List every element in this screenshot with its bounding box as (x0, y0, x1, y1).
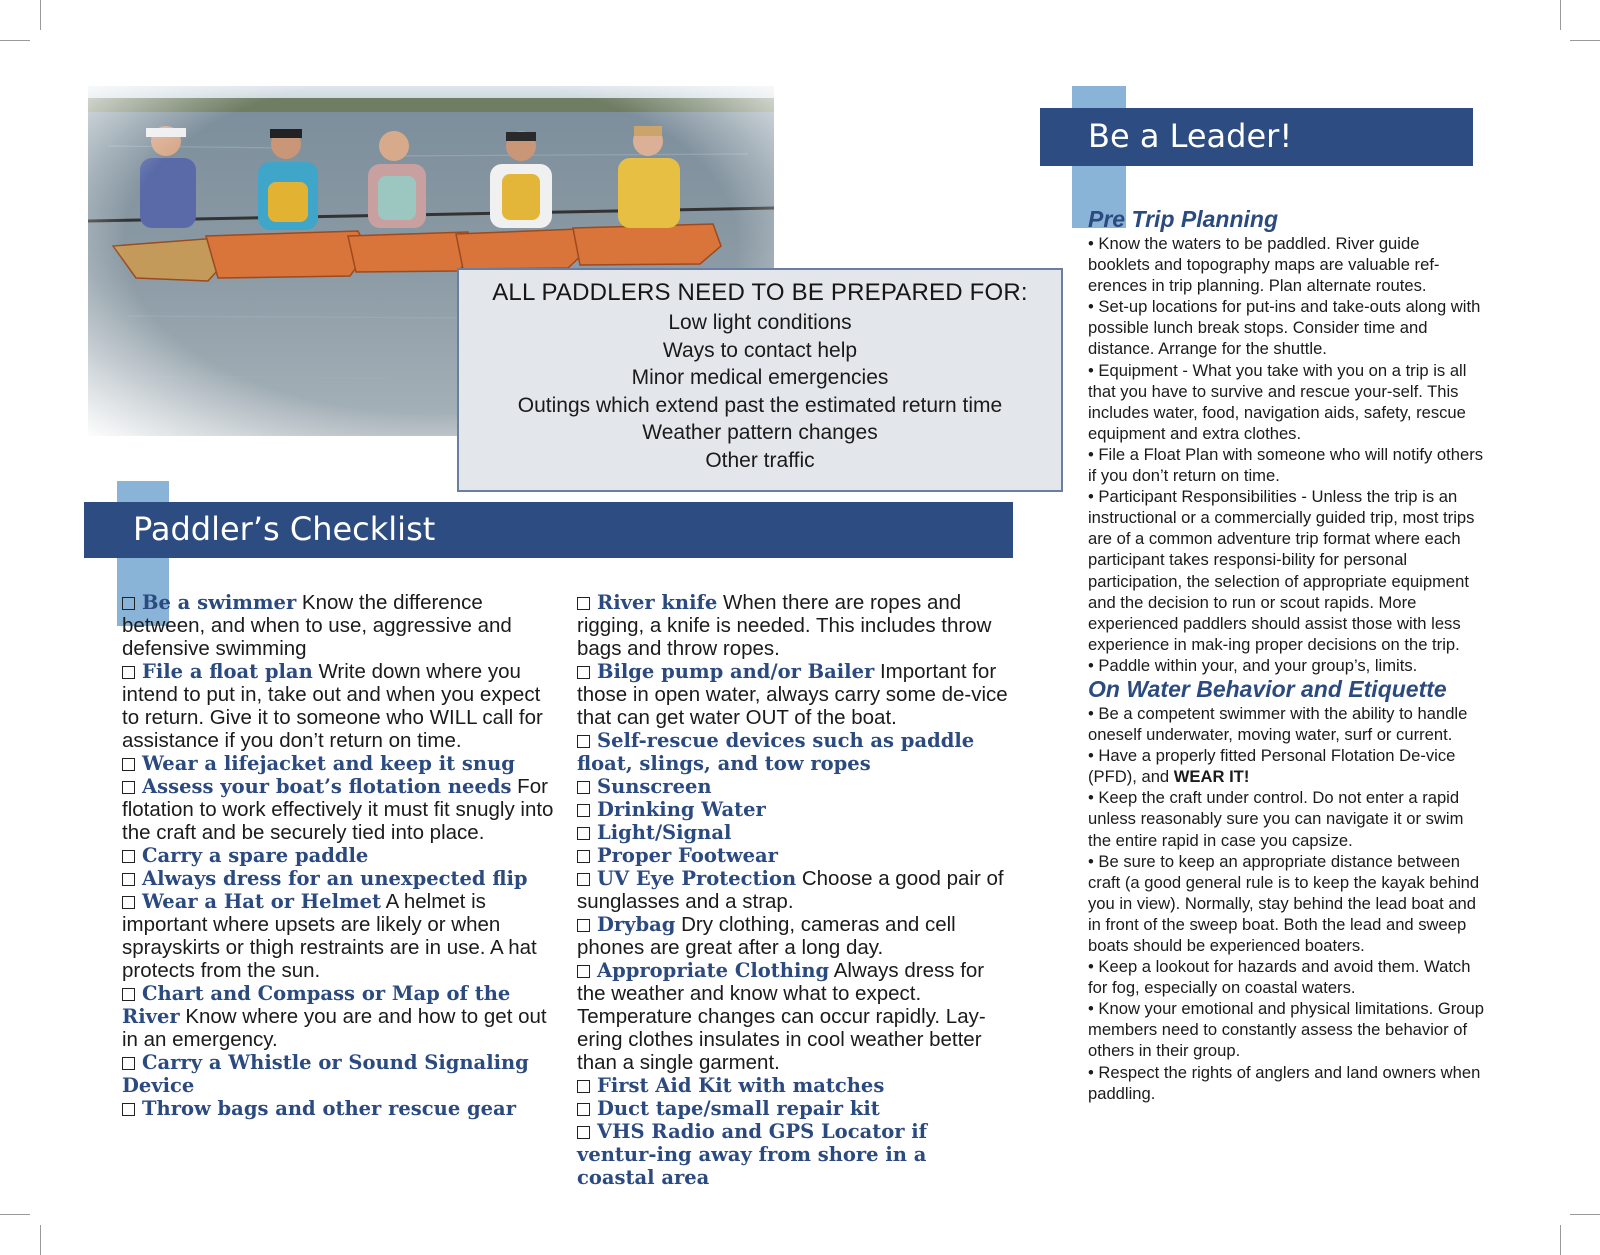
item-term: Proper Footwear (597, 844, 778, 867)
checklist-item (577, 844, 1009, 867)
checkbox-icon[interactable] (577, 597, 590, 610)
item-term: VHS Radio and GPS Locator if ventur-ing away from shore in a coastal area (577, 1120, 928, 1189)
item-term: Sunscreen (597, 775, 712, 798)
crop-mark (1560, 1225, 1561, 1255)
list-item: Minor medical emergencies (631, 366, 889, 389)
checklist-item (577, 1097, 1009, 1120)
checkbox-icon[interactable] (577, 873, 590, 886)
checkbox-icon[interactable] (122, 1103, 135, 1116)
list-item: Low light conditions (668, 311, 852, 334)
item-term: Carry a Whistle or Sound Signaling Device (122, 1051, 529, 1097)
section-heading: Pre Trip Planning (1088, 206, 1278, 232)
item-term: Bilge pump and/or Bailer (597, 660, 875, 683)
bullet-item: • Be sure to keep an appropriate distance between craft (a good general rule is to keep the kayak behind you in view). Normally, stay behind the lead boat and in front of the sweep boat. Both the lead and sweep boats should be experienced boaters. (1088, 851, 1480, 955)
item-term: UV Eye Protection (597, 867, 797, 890)
item-term: Carry a spare paddle (142, 844, 369, 867)
bullet-item: • Keep the craft under control. Do not enter a rapid unless reasonably sure you can navigate it or swim the entire rapid in case you capsize. (1088, 788, 1464, 850)
checklist-item (577, 775, 1009, 798)
checkbox-icon[interactable] (577, 827, 590, 840)
bullet-item: • Know your emotional and physical limitations. Group members need to constantly assess the behavior of others in their group. (1088, 999, 1484, 1061)
item-text: Know where you are and how to get out in an emergency. (122, 1005, 547, 1051)
item-term: Throw bags and other rescue gear (142, 1097, 516, 1120)
prepared-heading: ALL PADDLERS NEED TO BE PREPARED FOR: (492, 279, 1028, 306)
checklist-item (122, 1097, 554, 1120)
item-term: Chart and Compass or Map of the River (122, 982, 511, 1028)
checklist-title: Paddler’s Checklist (133, 510, 436, 548)
checkbox-icon[interactable] (577, 1126, 590, 1139)
bullet-item: • Equipment - What you take with you on a trip is all that you have to survive and rescue your-self. This includes water, food, navigation aids, safety, rescue equipment and extra clothes. (1088, 360, 1467, 443)
item-term: River knife (597, 591, 718, 614)
checklist-item (122, 844, 554, 867)
checklist-right-column (577, 591, 1009, 1189)
checkbox-icon[interactable] (577, 781, 590, 794)
item-term: Wear a Hat or Helmet (142, 890, 382, 913)
checklist-item (122, 1051, 554, 1097)
item-term: Appropriate Clothing (597, 959, 830, 982)
checkbox-icon[interactable] (122, 781, 135, 794)
item-term: Drinking Water (597, 798, 766, 821)
item-text: Choose a good pair of sunglasses and a strap. (577, 867, 1004, 913)
checklist-item (577, 591, 1009, 660)
item-text: Important for those in open water, always carry some de-vice that can get water OUT of the boat. (577, 660, 1008, 729)
checkbox-icon[interactable] (122, 1057, 135, 1070)
checkbox-icon[interactable] (122, 666, 135, 679)
checkbox-icon[interactable] (577, 965, 590, 978)
checkbox-icon[interactable] (122, 873, 135, 886)
item-text: Write down where you intend to put in, take out and when you expect to return. Give it to someone who WILL call for assistance if you don’t return on time. (122, 660, 543, 752)
checklist-banner (84, 502, 1013, 558)
bullet-item: • Set-up locations for put-ins and take-outs along with possible lunch break stops. Consider time and distance. Arrange for the shuttle. (1088, 297, 1481, 359)
item-term: Self-rescue devices such as paddle float, slings, and tow ropes (577, 729, 975, 775)
list-item: Weather pattern changes (642, 421, 878, 444)
bullet-item: • Respect the rights of anglers and land owners when paddling. (1088, 1062, 1481, 1103)
leader-banner (1040, 108, 1473, 166)
prepared-for-box (457, 268, 1063, 492)
checklist-item (577, 821, 1009, 844)
crop-mark (1570, 40, 1600, 41)
item-term: File a float plan (142, 660, 313, 683)
checkbox-icon[interactable] (577, 666, 590, 679)
checklist-item (577, 913, 1009, 959)
checklist-item (577, 798, 1009, 821)
checkbox-icon[interactable] (577, 1080, 590, 1093)
checkbox-icon[interactable] (577, 804, 590, 817)
item-term: First Aid Kit with matches (597, 1074, 885, 1097)
checkbox-icon[interactable] (122, 850, 135, 863)
bullet-item: • Participant Responsibilities - Unless the trip is an instructional or a commercially guided trip, most trips are of a common adventure trip format where each participant takes responsi-bility for personal participation, the selection of appropriate equipment and the decision to run or scout rapids. More experienced paddlers should assist those with less experience in mak-ing proper decisions on the trip. (1088, 487, 1475, 654)
item-term: Drybag (597, 913, 676, 936)
list-item: Other traffic (705, 448, 815, 472)
list-item: Ways to contact help (662, 338, 858, 362)
item-text: Dry clothing, cameras and cell phones are great after a long day. (577, 913, 956, 959)
checkbox-icon[interactable] (122, 988, 135, 1001)
bullet-item: • Keep a lookout for hazards and avoid them. Watch for fog, especially on coastal waters. (1088, 957, 1471, 998)
checklist-item (577, 660, 1009, 729)
checkbox-icon[interactable] (122, 896, 135, 909)
checkbox-icon[interactable] (577, 1103, 590, 1116)
pfd-text: • Have a properly fitted Personal Flotation De-vice (PFD), and (1088, 746, 1456, 787)
checkbox-icon[interactable] (122, 758, 135, 771)
crop-mark (0, 1214, 30, 1215)
checklist-item (122, 982, 554, 1051)
checklist-left-column (122, 591, 554, 1120)
leader-column (1088, 206, 1484, 1104)
item-term: Light/Signal (597, 821, 732, 844)
checklist-item (577, 1074, 1009, 1097)
item-text: Always dress for the weather and know what to expect. Temperature changes can occur rapidly. Lay-ering clothes insulates in cool weather better than a single garment. (577, 959, 986, 1074)
crop-mark (1570, 1214, 1600, 1215)
checklist-item (122, 775, 554, 844)
checklist-item (122, 752, 554, 775)
bullet-item: • Know the waters to be paddled. River guide booklets and topography maps are valuable ref-erences in trip planning. Plan alternate routes. (1088, 234, 1440, 296)
checklist-item (577, 867, 1009, 913)
crop-mark (40, 1225, 41, 1255)
leader-title: Be a Leader! (1088, 117, 1293, 155)
checklist-item (122, 890, 554, 982)
item-term: Assess your boat’s flotation needs (142, 775, 512, 798)
item-term: Always dress for an unexpected flip (142, 867, 528, 890)
checklist-item (122, 660, 554, 752)
checklist-item (122, 867, 554, 890)
checkbox-icon[interactable] (577, 735, 590, 748)
checkbox-icon[interactable] (577, 919, 590, 932)
item-text: When there are ropes and rigging, a knife is needed. This includes throw bags and throw ropes. (577, 591, 992, 660)
item-term: Duct tape/small repair kit (597, 1097, 880, 1120)
item-term: Be a swimmer (142, 591, 297, 614)
checkbox-icon[interactable] (577, 850, 590, 863)
checklist-item (577, 729, 1009, 775)
checklist-item (577, 1120, 1009, 1189)
item-text: Know the difference between, and when to use, aggressive and defensive swimming (122, 591, 512, 660)
item-text: For flotation to work effectively it must fit snugly into the craft and be securely tied into place. (122, 775, 554, 844)
crop-mark (0, 40, 30, 41)
list-item: Outings which extend past the estimated return time (517, 393, 1003, 417)
crop-mark (1560, 0, 1561, 30)
item-term: Wear a lifejacket and keep it snug (142, 752, 515, 775)
bullet-item (1088, 745, 1484, 787)
bullet-item: • File a Float Plan with someone who will notify others if you don’t return on time. (1088, 444, 1484, 486)
bullet-item: • Be a competent swimmer with the ability to handle oneself underwater, moving water, surf or current. (1088, 703, 1468, 745)
crop-mark (40, 0, 41, 30)
checklist-item (577, 959, 1009, 1074)
checklist-item (122, 591, 554, 660)
checkbox-icon[interactable] (122, 597, 135, 610)
bullet-item: • Paddle within your, and your group’s, limits. (1088, 655, 1418, 675)
wear-it-emphasis: WEAR IT! (1173, 767, 1250, 787)
prepared-list (459, 309, 1061, 474)
section-heading: On Water Behavior and Etiquette (1088, 675, 1447, 702)
item-text: A helmet is important where upsets are likely or when sprayskirts or thigh restraints are in use. A hat protects from the sun. (122, 890, 537, 982)
